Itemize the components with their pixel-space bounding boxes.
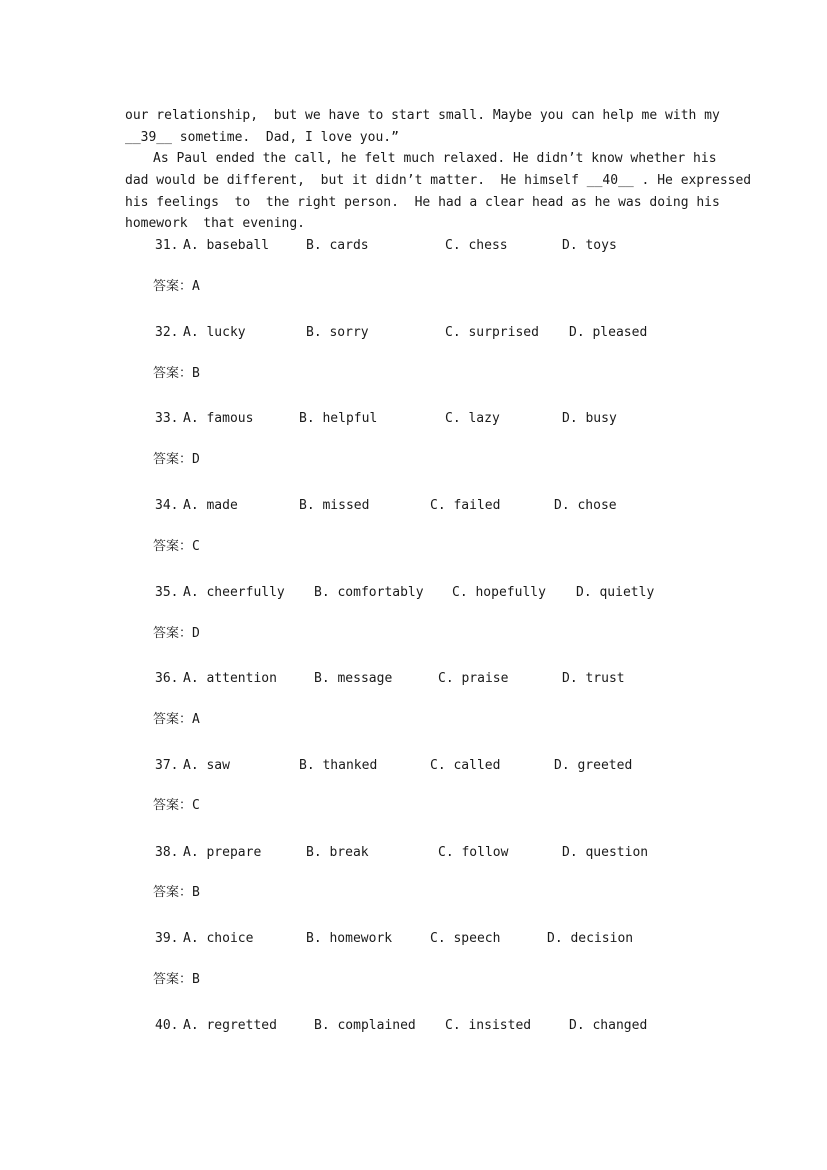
option-a: A. attention (183, 671, 277, 686)
option-b: B. break (306, 845, 369, 860)
option-d: D. busy (562, 411, 617, 426)
passage-line: his feelings to the right person. He had a clear head as he was doing his (125, 195, 720, 210)
option-d: D. pleased (569, 325, 648, 340)
option-c: C. failed (430, 498, 501, 513)
question-number: 31. (155, 238, 179, 253)
passage-line: As Paul ended the call, he felt much relaxed. He didn’t know whether his (153, 151, 717, 166)
question-number: 33. (155, 411, 179, 426)
option-a: A. cheerfully (183, 585, 285, 600)
answer-line: 答案：B (153, 366, 200, 381)
passage-line: __39__ sometime. Dad, I love you.” (125, 130, 399, 145)
option-d: D. quietly (576, 585, 655, 600)
option-a: A. saw (183, 758, 230, 773)
option-d: D. changed (569, 1018, 648, 1033)
option-a: A. regretted (183, 1018, 277, 1033)
option-c: C. praise (438, 671, 509, 686)
option-b: B. thanked (299, 758, 378, 773)
answer-line: 答案：C (153, 798, 200, 813)
question-number: 39. (155, 931, 179, 946)
option-c: C. lazy (445, 411, 500, 426)
answer-line: 答案：B (153, 885, 200, 900)
option-d: D. question (562, 845, 649, 860)
option-d: D. chose (554, 498, 617, 513)
passage-line: homework that evening. (125, 216, 306, 231)
question-number: 40. (155, 1018, 179, 1033)
answer-line: 答案：C (153, 539, 200, 554)
option-b: B. homework (306, 931, 393, 946)
option-c: C. called (430, 758, 501, 773)
answer-line: 答案：D (153, 452, 200, 467)
answer-line: 答案：B (153, 972, 200, 987)
question-number: 35. (155, 585, 179, 600)
option-c: C. hopefully (452, 585, 546, 600)
option-b: B. helpful (299, 411, 378, 426)
question-number: 36. (155, 671, 179, 686)
option-c: C. speech (430, 931, 501, 946)
option-c: C. follow (438, 845, 509, 860)
option-b: B. comfortably (314, 585, 424, 600)
option-a: A. baseball (183, 238, 270, 253)
question-number: 32. (155, 325, 179, 340)
option-d: D. toys (562, 238, 617, 253)
passage-line: dad would be different, but it didn’t matter. He himself __40__ . He expressed (125, 173, 752, 188)
option-a: A. lucky (183, 325, 246, 340)
option-a: A. famous (183, 411, 254, 426)
option-d: D. trust (562, 671, 625, 686)
option-d: D. decision (547, 931, 634, 946)
answer-line: 答案：A (153, 279, 200, 294)
passage-line: our relationship, but we have to start small. Maybe you can help me with my (125, 108, 720, 123)
option-c: C. surprised (445, 325, 539, 340)
option-b: B. complained (314, 1018, 416, 1033)
option-a: A. choice (183, 931, 254, 946)
option-b: B. missed (299, 498, 370, 513)
option-c: C. chess (445, 238, 508, 253)
option-b: B. sorry (306, 325, 369, 340)
option-b: B. cards (306, 238, 369, 253)
answer-line: 答案：D (153, 626, 200, 641)
option-c: C. insisted (445, 1018, 532, 1033)
question-number: 38. (155, 845, 179, 860)
question-number: 34. (155, 498, 179, 513)
option-a: A. made (183, 498, 238, 513)
option-b: B. message (314, 671, 393, 686)
option-a: A. prepare (183, 845, 262, 860)
answer-line: 答案：A (153, 712, 200, 727)
option-d: D. greeted (554, 758, 633, 773)
question-number: 37. (155, 758, 179, 773)
